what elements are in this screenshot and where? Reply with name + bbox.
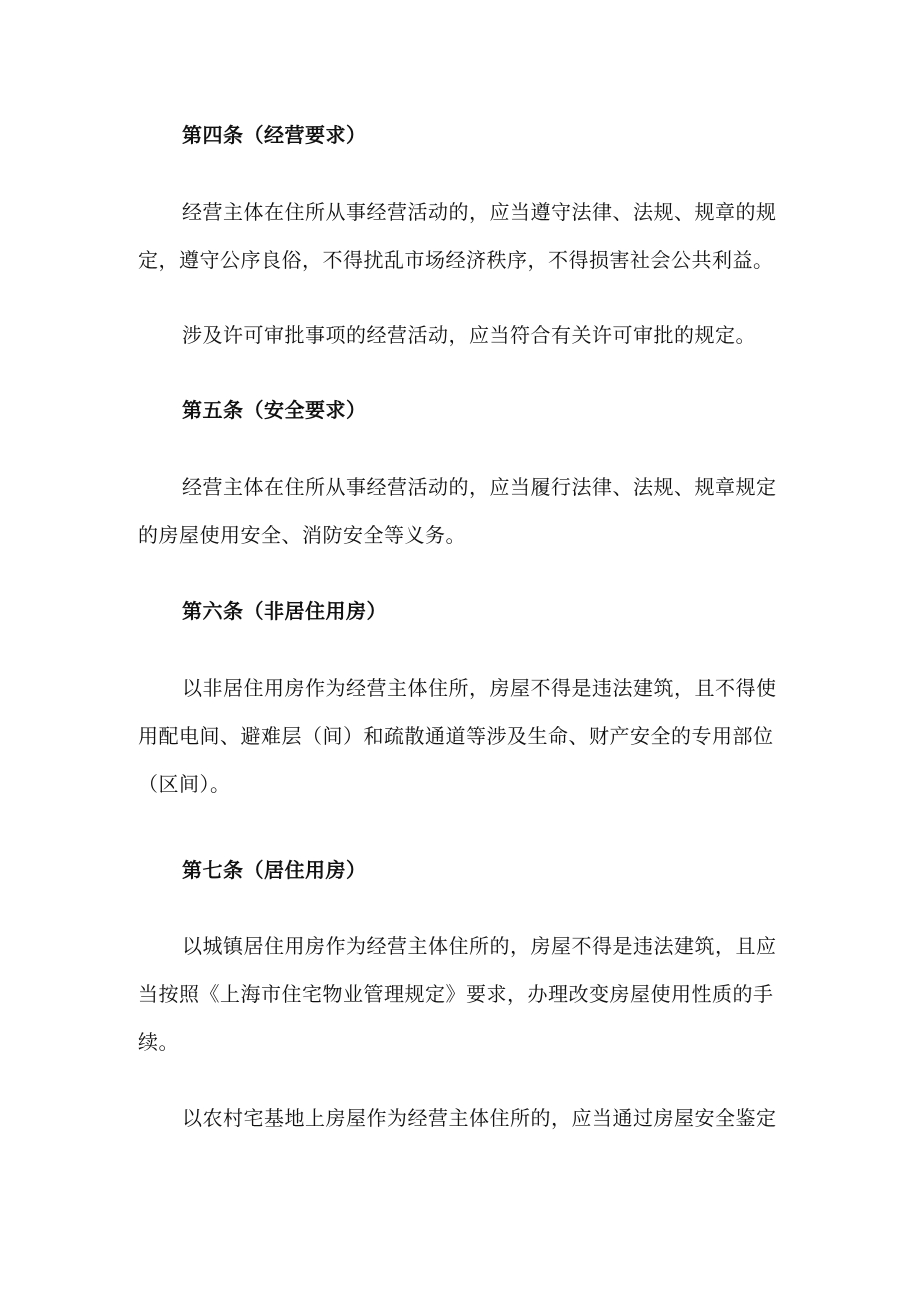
article-5-para-1-line-2: 的房屋使用安全、消防安全等义务。 bbox=[138, 523, 466, 547]
article-6-para-1-line-2: 用配电间、避难层（间）和疏散通道等涉及生命、财产安全的专用部位 bbox=[138, 724, 774, 748]
article-7-para-2-line-1: 以农村宅基地上房屋作为经营主体住所的，应当通过房屋安全鉴定 bbox=[182, 1106, 777, 1130]
article-7-para-1-line-2: 当按照《上海市住宅物业管理规定》要求，办理改变房屋使用性质的手 bbox=[138, 982, 774, 1006]
article-6-para-1-line-1: 以非居住用房作为经营主体住所，房屋不得是违法建筑，且不得使 bbox=[182, 676, 777, 700]
article-5-para-1-line-1: 经营主体在住所从事经营活动的，应当履行法律、法规、规章规定 bbox=[182, 475, 777, 499]
article-7-heading: 第七条（居住用房） bbox=[182, 858, 367, 882]
article-4-heading: 第四条（经营要求） bbox=[182, 123, 367, 147]
article-7-para-1-line-3: 续。 bbox=[138, 1030, 179, 1054]
article-5-heading: 第五条（安全要求） bbox=[182, 398, 367, 422]
article-6-para-1-line-3: （区间）。 bbox=[138, 772, 231, 796]
article-4-para-1-line-1: 经营主体在住所从事经营活动的，应当遵守法律、法规、规章的规 bbox=[182, 200, 777, 224]
article-7-para-1-line-1: 以城镇居住用房作为经营主体住所的，房屋不得是违法建筑，且应 bbox=[182, 934, 777, 958]
article-4-para-2-line-1: 涉及许可审批事项的经营活动，应当符合有关许可审批的规定。 bbox=[182, 323, 756, 347]
article-4-para-1-line-2: 定，遵守公序良俗，不得扰乱市场经济秩序，不得损害社会公共利益。 bbox=[138, 248, 774, 272]
article-6-heading: 第六条（非居住用房） bbox=[182, 599, 387, 623]
